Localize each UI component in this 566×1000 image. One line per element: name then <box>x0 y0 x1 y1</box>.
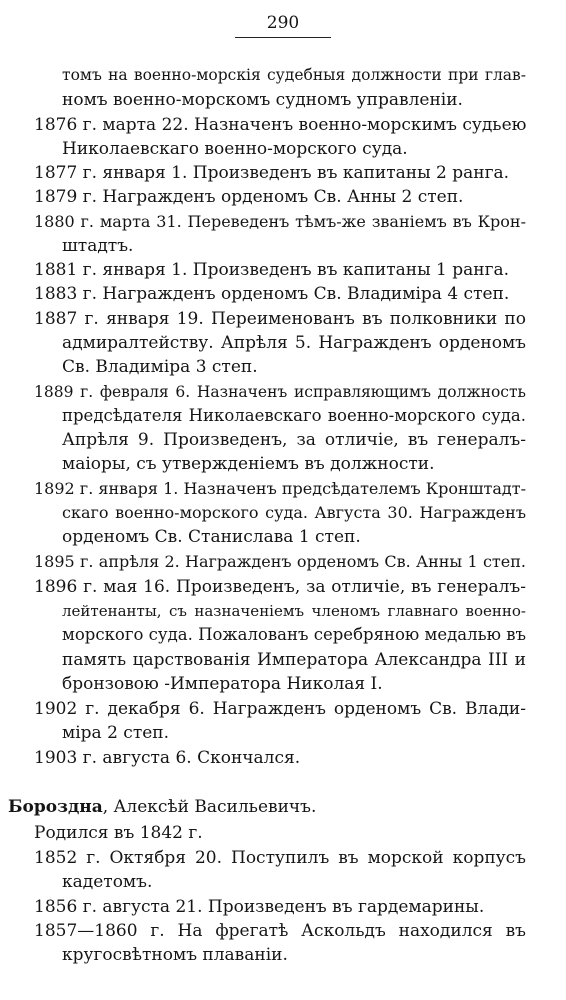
text-line: міра 2 степ. <box>62 723 170 743</box>
text-line: 1889 г. февраля 6. Назначенъ исправляющимъ должность <box>34 383 526 401</box>
text-line: 1895 г. апрѣля 2. Награжденъ орденомъ Св. Анны 1 степ. <box>34 552 526 571</box>
text-line: орденомъ Св. Станислава 1 степ. <box>62 527 361 547</box>
biography-heading <box>8 796 316 818</box>
text-line: 1902 г. декабря 6. Награжденъ орденомъ Св. Влади- <box>34 699 526 719</box>
text-line: адмиралтейству. Апрѣля 5. Награжденъ орденомъ <box>62 333 526 353</box>
text-line: память царствованія Императора Александра III и <box>62 650 526 670</box>
text-line: скаго военно-морского суда. Августа 30. Награжденъ <box>62 503 526 522</box>
biography-given-names: , Алексѣй Васильевичъ. <box>102 797 317 817</box>
text-line: Св. Владиміра 3 степ. <box>62 357 258 377</box>
text-line: маіоры, съ утвержденіемъ въ должности. <box>62 454 435 474</box>
text-line: кадетомъ. <box>62 872 153 892</box>
text-line: 1852 г. Октября 20. Поступилъ въ морской корпусъ <box>34 848 526 868</box>
text-line: 1856 г. августа 21. Произведенъ въ гардемарины. <box>34 897 485 917</box>
text-line: штадтъ. <box>62 236 134 256</box>
text-line: Апрѣля 9. Произведенъ, за отличіе, въ генералъ- <box>62 430 526 450</box>
text-line: 1903 г. августа 6. Скончался. <box>34 748 301 768</box>
text-line: 1880 г. марта 31. Переведенъ тѣмъ-же званіемъ въ Крон- <box>34 212 526 231</box>
biography-surname: Бороздна <box>8 797 103 817</box>
text-line: лейтенанты, съ назначеніемъ членомъ главнаго военно- <box>62 602 526 620</box>
text-line: томъ на военно-морскія судебныя должности при глав- <box>62 66 526 84</box>
text-line: Родился въ 1842 г. <box>34 823 203 843</box>
text-line: 1877 г. января 1. Произведенъ въ капитаны 2 ранга. <box>34 163 510 183</box>
text-line: 1879 г. Награжденъ орденомъ Св. Анны 2 степ. <box>34 187 464 207</box>
text-line: Николаевскаго военно-морского суда. <box>62 139 408 159</box>
text-line: 1896 г. мая 16. Произведенъ, за отличіе, въ генералъ- <box>34 577 526 597</box>
page-number: 290 <box>266 13 300 33</box>
page-number-rule <box>235 37 331 38</box>
text-line: кругосвѣтномъ плаваніи. <box>62 945 288 965</box>
text-line: 1876 г. марта 22. Назначенъ военно-морскимъ судьею <box>34 115 527 135</box>
text-line: 1857—1860 г. На фрегатѣ Аскольдъ находился въ <box>34 921 526 941</box>
text-line: 1892 г. января 1. Назначенъ предсѣдателемъ Кронштадт- <box>34 479 527 498</box>
text-line: 1887 г. января 19. Переименованъ въ полковники по <box>34 309 526 329</box>
text-line: номъ военно-морскомъ судномъ управленіи. <box>62 90 463 110</box>
text-line: 1883 г. Награжденъ орденомъ Св. Владиміра 4 степ. <box>34 284 510 304</box>
text-line: бронзовою -Императора Николая I. <box>62 674 383 694</box>
text-line: морского суда. Пожалованъ серебряною медалью въ <box>62 625 526 644</box>
text-line: предсѣдателя Николаевскаго военно-морского суда. <box>62 406 526 425</box>
text-line: 1881 г. января 1. Произведенъ въ капитаны 1 ранга. <box>34 260 510 280</box>
